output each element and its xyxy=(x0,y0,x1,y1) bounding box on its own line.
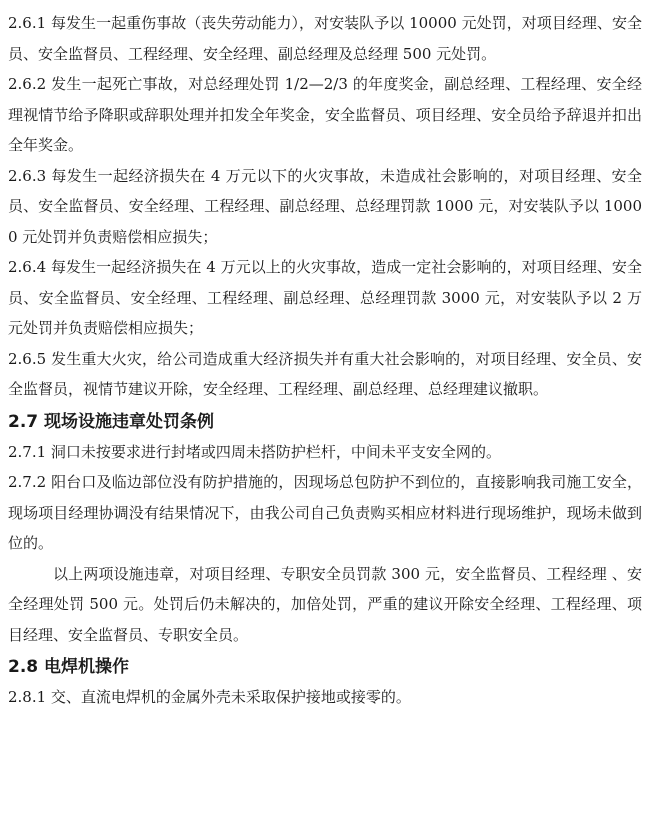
clause-2-6-1: 2.6.1 每发生一起重伤事故（丧失劳动能力），对安装队予以 10000 元处罚，对项目经理、安全员、安全监督员、工程经理、安全经理、副总经理及总经理 500 元处罚。 xyxy=(8,14,642,63)
clause-2-7-1: 2.7.1 洞口未按要求进行封堵或四周未搭防护栏杆，中间未平支安全网的。 xyxy=(8,442,501,461)
clause-2-6-3: 2.6.3 每发生一起经济损失在 4 万元以下的火灾事故，未造成社会影响的，对项目经理、安全员、安全监督员、安全经理、工程经理、副总经理、总经理罚款 1000 元，对安装队予以 10000 元处罚并负责赔偿相应损失； xyxy=(8,166,642,246)
clause-2-8-1: 2.8.1 交、直流电焊机的金属外壳未采取保护接地或接零的。 xyxy=(8,688,411,706)
clause-2-6-4: 2.6.4 每发生一起经济损失在 4 万元以上的火灾事故，造成一定社会影响的，对项目经理、安全员、安全监督员、安全经理、工程经理、副总经理、总经理罚款 3000 元，对安装队予以 2 万元处罚并负责赔偿相应损失； xyxy=(8,258,642,337)
clause-2-6-2: 2.6.2 发生一起死亡事故，对总经理处罚 1/2—2/3 的年度奖金，副总经理、工程经理、安全经理视情节给予降职或辞职处理并扣发全年奖金，安全监督员、项目经理、安全员给予辞退并扣出全年奖金。 xyxy=(8,75,642,154)
clause-2-6-5: 2.6.5 发生重大火灾，给公司造成重大经济损失并有重大社会影响的，对项目经理、安全员、安全监督员，视情节建议开除，安全经理、工程经理、副总经理、总经理建议撤职。 xyxy=(8,349,642,398)
section-2-7-summary: 以上两项设施违章，对项目经理、专职安全员罚款 300 元，安全监督员、工程经理 、安全经理处罚 500 元。处罚后仍未解决的，加倍处罚，严重的建议开除安全经理、工程经理、项目经理、安全监督员、专职安全员。 xyxy=(8,564,642,644)
section-2-7-heading: 2.7 现场设施违章处罚条例 xyxy=(8,411,215,432)
section-2-8-heading: 2.8 电焊机操作 xyxy=(8,657,130,677)
clause-2-7-2: 2.7.2 阳台口及临边部位没有防护措施的，因现场总包防护不到位的，直接影响我司施工安全，现场项目经理协调没有结果情况下，由我公司自己负责购买相应材料进行现场维护，现场未做到位的。 xyxy=(8,473,642,552)
